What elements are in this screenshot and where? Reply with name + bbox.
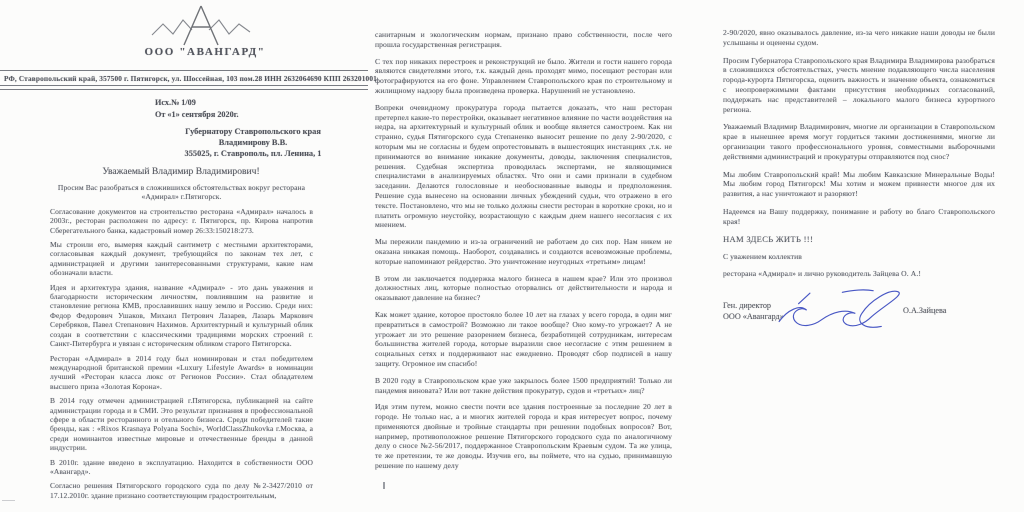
letterhead-top-rule	[0, 70, 368, 71]
paragraph: Как может здание, которое простояло более 10 лет на глазах у всего города, в один миг превратиться в самострой? Возможно ли такое вообще? Оно кому-то угрожает? А не угрожает ли это решение разорением бизнеса, безработицей сотрудникам, интересам большинства жителей города, которые выразили свое несогласие с этим решением в социальных сетях и поддерживают нас ежедневно. Проводят сбор подписей в нашу защиту. Огромное им спасибо!	[375, 309, 672, 368]
outgoing-number: Исх.№ 1/09	[155, 98, 196, 107]
paragraph: В 2010г. здание введено в эксплуатацию. Находится в собственности ООО «Авангард».	[50, 457, 313, 476]
paragraph: С тех пор никаких перестроек и реконструкций не было. Жители и гости нашего города являются свидетелями этого, т.к. каждый день проходят мимо, посещают ресторан или фотографируются на его фоне. Управлением Ставропольского края по строительному и жилищному надзору была произведена проверка. Нарушений не установлено.	[375, 56, 672, 95]
paragraph: Просим Вас разобраться в сложившихся обстоятельствах вокруг ресторана «Адмирал» г.Пятигорск.	[57, 183, 306, 202]
salutation: Уважаемый Владимир Владимирович!	[102, 166, 260, 177]
paragraph: Идея и архитектура здания, название «Адмирал» - это дань уважения и благодарности историческим личностям, повлиявшим на развитие и становление региона КМВ, прославивших нашу землю и Россию. Среди них: Федор Федорович Ушаков, Михаил Петрович Лазарев, Лазарь Маркович Серебряков, Павел Степанович Нахимов. Архитектурный и культурный облик создан в соответствии с классическими традициями морских строений г. Санкт-Питербурга и увязан с историческим обликом старого Пятигорска.	[50, 282, 313, 349]
paragraph: Надеемся на Вашу поддержку, понимание и работу во благо Ставропольского края!	[723, 206, 995, 226]
handwritten-signature-icon	[771, 282, 921, 340]
paragraph: В этом ли заключается поддержка малого бизнеса в нашем крае? Или это произвол должностных лиц, которые полностью оторвались от действительности и народа и оказывают давление на бизнес?	[375, 273, 672, 303]
paragraph: В 2020 году в Ставропольском крае уже закрылось более 1500 предприятий! Только ли пандемия виновата? Или вот такие действия прокуратур, судов и «третьих» лиц?	[375, 375, 672, 395]
paragraph: Согласование документов на строительство ресторана «Адмирал» началось в 2003г., ресторан расположен по адресу: г. Пятигорск, пр. Кирова напротив Сберегательного банка, кадастровый номер 26:33:150218:273.	[50, 206, 313, 235]
signer-company: ООО «Авангард»	[723, 312, 784, 321]
paragraph: Согласно решения Пятигорского городского суда по делу №2-3427/2010 от 17.12.2010г. здание признано соответствующим градостроительным,	[50, 481, 313, 500]
signer-name: О.А.Зайцева	[903, 306, 947, 315]
recipient-name: Владимирову В.В.	[218, 138, 288, 147]
letter-page-3	[723, 0, 999, 512]
recipient-title: Губернатору Ставропольского края	[185, 127, 321, 136]
page2-body	[375, 0, 672, 471]
paragraph: В 2014 году отмечен администрацией г.Пятигорска, публикацией на сайте администрации города и в СМИ. Это результат признания в профессиональной сфере в области ресторанного и отельного бизнеса. Среди победителей такие бренды, как : «Rixos Krasnaya Polyana Sochi», WorldClassZhukovka г.Москва, а среди номинантов известные мировые и отечественные бренды в данной индустрии.	[50, 396, 313, 453]
recipient-block	[158, 126, 348, 159]
letterhead-double-rule	[0, 85, 368, 90]
paragraph: Вопреки очевидному прокуратура города пытается доказать, что наш ресторан претерпел какие-то перестройки, оказывает негативное влияние по части воздействия на недра, на архитектурный и культурный облик и вообще является самостроем. Как ни странно, судья Пятигорского суда Степаненко выносит решение по делу 2-90/2020, с которым мы не согласны и будем опротестовывать в вышестоящих инстанциях ,т.к. не принимаются во внимание никакие документы, доводы, заключения специалистов, решения. Судебная экспертиза проводилась экспертами, не являющимися специалистами в анализируемых областях. Что они и сами признали в судебном заседании. Делаются голословные и необоснованные выводы и предположения. Решение суда вынесено на основании личных убеждений судьи, что отражено в его тексте. Постановлено, что мы не только должны снести ресторан в короткие сроки, но и платить огромную неустойку, возрастающую с каждым днем нашего несогласия с их мнением.	[375, 102, 672, 230]
paragraph: Мы строили его, вымеряя каждый сантиметр с местными архитекторами, согласовывая каждый документ, требующийся по законам тех лет, с администрацией и другими заинтересованными структурами, какие нам обозначали власти.	[50, 240, 313, 278]
company-address-line: РФ, Ставропольский край, 357500 г. Пятигорск, ул. Шоссейная, 103 пом.28 ИНН 2632064690 КПП 263201001	[4, 74, 377, 83]
letter-date: От «1» сентября 2020г.	[155, 109, 239, 119]
regards-line: С уважением коллектив	[723, 252, 802, 262]
paragraph: Идя этим путем, можно свести почти все здания построенные за последние 20 лет в городе. Не только нас, а и многих жителей города и края интересует вопрос, почему применяются двойные и тройные стандарты при решении подобных вопросов? Вот, например, противоположное решение Пятигорского городского суда по аналогичному делу о сносе №2-56/2017, поддержанное Ставропольским Краевым судом. Та же улица, те же претензии, те же доводы. Изучив его, вы поймете, что на судью, принимавшую решение по нашему делу	[375, 402, 672, 471]
paragraph: 2-90/2020, явно оказывалось давление, из-за чего никакие наши доводы не были услышаны и оценены судом.	[723, 28, 995, 47]
paragraph: Ресторан «Адмирал» в 2014 году был номинирован и стал победителем международной британской премии «Luxury Lifestyle Awards» в номинации лучший «Ресторан класса люкс от Регионов России». Стал обладателем высшего приза «Золотая Корона».	[50, 353, 313, 391]
signer-position: Ген. директор	[723, 301, 772, 310]
regards-line: ресторана «Адмирал» и лично руководитель Зайцева О. А.!	[723, 269, 921, 279]
paragraph: Мы любим Ставропольский край! Мы любим Кавказские Минеральные Воды! Мы любим город Пятигорск! Мы хотим и можем привнести многое для их развития, а нас уничтожают и разоряют!	[723, 169, 995, 199]
letter-page-2	[375, 0, 672, 512]
scan-artifact	[383, 482, 385, 489]
page1-body	[50, 183, 313, 505]
page3-body	[723, 0, 995, 279]
scan-artifact	[2, 500, 15, 501]
paragraph: Просим Губернатора Ставропольского края Владимира Владимирова разобраться в сложившихся обстоятельствах, учесть мнение подавляющего числа населения города-курорта Пятигорска, оценить важность и значение объекта, ознакомиться с неопровержимыми фактами присутствия необходимых согласований, поддержать нас представителей – локального малого бизнеса курортного региона.	[723, 55, 995, 114]
outgoing-block	[155, 97, 239, 120]
letter-page-1	[0, 0, 377, 512]
paragraph: Уважаемый Владимир Владимирович, многие ли организации в Ставропольском крае в нынешнее время могут гордиться такими достижениями, многие ли организации такого профессионального уровня, совместными выборочными действиями администраций и прокуратуры отправляются под снос?	[723, 122, 995, 161]
company-name: ООО "АВАНГАРД"	[144, 46, 266, 58]
paragraph: санитарным и экологическим нормам, признано право собственности, после чего прошла государственная регистрация.	[375, 30, 672, 49]
slogan-line: НАМ ЗДЕСЬ ЖИТЬ !!!	[723, 233, 814, 244]
mountain-logo-icon	[150, 3, 252, 47]
paragraph: Мы пережили пандемию и из-за ограничений не работаем до сих пор. Нам никем не оказана никакая помощь. Наоборот, создавались и создаются всевозможные проблемы, которые напоминают рейдерство. Это уничтожение неугодных «третьим» лицам!	[375, 237, 672, 266]
recipient-address: 355025, г. Ставрополь, пл. Ленина, 1	[184, 149, 322, 158]
